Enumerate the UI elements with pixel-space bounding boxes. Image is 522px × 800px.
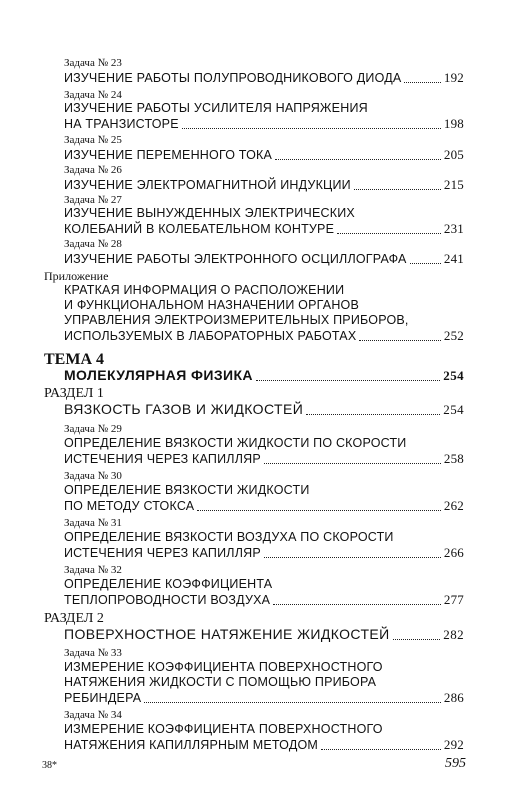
toc-entry[interactable] xyxy=(64,177,464,193)
page-number: 198 xyxy=(443,116,464,131)
dot-leader xyxy=(197,510,441,511)
page-footer-number: 595 xyxy=(445,756,466,771)
page-number: 205 xyxy=(443,147,464,162)
dot-leader xyxy=(182,128,441,129)
entry-label: Задача № 27 xyxy=(64,194,122,206)
page-number: 254 xyxy=(443,402,464,417)
entry-title: ИСПОЛЬЗУЕМЫХ В ЛАБОРАТОРНЫХ РАБОТАХ xyxy=(64,329,357,343)
theme-heading: ТЕМА 4 xyxy=(44,351,104,368)
entry-label: Задача № 26 xyxy=(64,164,122,176)
page-number: 231 xyxy=(443,221,464,236)
entry-label: Задача № 23 xyxy=(64,57,122,69)
toc-entry[interactable] xyxy=(64,592,464,608)
entry-title: КОЛЕБАНИЙ В КОЛЕБАТЕЛЬНОМ КОНТУРЕ xyxy=(64,222,335,236)
entry-title: ИЗУЧЕНИЕ РАБОТЫ ПОЛУПРОВОДНИКОВОГО ДИОДА xyxy=(64,71,402,85)
page-number: 292 xyxy=(443,737,464,752)
entry-title: НАТЯЖЕНИЯ ЖИДКОСТИ С ПОМОЩЬЮ ПРИБОРА xyxy=(64,675,377,689)
appendix-label: Приложение xyxy=(44,269,109,283)
page-number: 254 xyxy=(443,368,464,383)
page-number: 262 xyxy=(443,498,464,513)
page-number: 215 xyxy=(443,177,464,192)
page-number: 266 xyxy=(443,545,464,560)
toc-entry[interactable] xyxy=(64,221,464,237)
page-number: 277 xyxy=(443,592,464,607)
entry-title: ТЕПЛОПРОВОДНОСТИ ВОЗДУХА xyxy=(64,593,271,607)
entry-title: ИЗМЕРЕНИЕ КОЭФФИЦИЕНТА ПОВЕРХНОСТНОГО xyxy=(64,722,383,736)
entry-title: НАТЯЖЕНИЯ КАПИЛЛЯРНЫМ МЕТОДОМ xyxy=(64,738,319,752)
entry-label: Задача № 32 xyxy=(64,564,122,576)
entry-title: И ФУНКЦИОНАЛЬНОМ НАЗНАЧЕНИИ ОРГАНОВ xyxy=(64,298,360,312)
dot-leader xyxy=(337,233,441,234)
toc-entry[interactable] xyxy=(64,451,464,467)
entry-title: УПРАВЛЕНИЯ ЭЛЕКТРОИЗМЕРИТЕЛЬНЫХ ПРИБОРОВ, xyxy=(64,313,409,327)
entry-title: МОЛЕКУЛЯРНАЯ ФИЗИКА xyxy=(64,367,253,383)
entry-title: РЕБИНДЕРА xyxy=(64,691,142,705)
dot-leader xyxy=(273,604,441,605)
toc-entry[interactable] xyxy=(64,545,464,561)
toc-entry[interactable] xyxy=(64,690,464,706)
entry-title: ИСТЕЧЕНИЯ ЧЕРЕЗ КАПИЛЛЯР xyxy=(64,546,261,560)
toc-entry[interactable] xyxy=(64,401,464,418)
dot-leader xyxy=(264,463,441,464)
entry-label: Задача № 30 xyxy=(64,470,122,482)
dot-leader xyxy=(354,189,441,190)
page-number: 192 xyxy=(443,70,464,85)
dot-leader xyxy=(144,702,441,703)
entry-title: ИСТЕЧЕНИЯ ЧЕРЕЗ КАПИЛЛЯР xyxy=(64,452,261,466)
entry-label: Задача № 25 xyxy=(64,134,122,146)
entry-title: ИЗМЕРЕНИЕ КОЭФФИЦИЕНТА ПОВЕРХНОСТНОГО xyxy=(64,660,383,674)
entry-title: ИЗУЧЕНИЕ РАБОТЫ УСИЛИТЕЛЯ НАПРЯЖЕНИЯ xyxy=(64,101,368,115)
dot-leader xyxy=(393,639,441,640)
entry-title: ОПРЕДЕЛЕНИЕ ВЯЗКОСТИ ВОЗДУХА ПО СКОРОСТИ xyxy=(64,530,394,544)
entry-title: ПО МЕТОДУ СТОКСА xyxy=(64,499,195,513)
toc-entry[interactable] xyxy=(64,328,464,344)
dot-leader xyxy=(264,557,441,558)
dot-leader xyxy=(359,340,441,341)
entry-label: Задача № 28 xyxy=(64,238,122,250)
entry-title: ИЗУЧЕНИЕ ПЕРЕМЕННОГО ТОКА xyxy=(64,148,273,162)
page-number: 286 xyxy=(443,690,464,705)
toc-entry[interactable] xyxy=(64,147,464,163)
toc-entry[interactable] xyxy=(64,367,464,384)
entry-title: ВЯЗКОСТЬ ГАЗОВ И ЖИДКОСТЕЙ xyxy=(64,401,304,417)
page-number: 241 xyxy=(443,251,464,266)
entry-title: ИЗУЧЕНИЕ ЭЛЕКТРОМАГНИТНОЙ ИНДУКЦИИ xyxy=(64,178,351,192)
entry-title: ИЗУЧЕНИЕ ВЫНУЖДЕННЫХ ЭЛЕКТРИЧЕСКИХ xyxy=(64,206,355,220)
entry-label: Задача № 24 xyxy=(64,89,122,101)
entry-title: ИЗУЧЕНИЕ РАБОТЫ ЭЛЕКТРОННОГО ОСЦИЛЛОГРАФА xyxy=(64,252,407,266)
entry-title: ОПРЕДЕЛЕНИЕ КОЭФФИЦИЕНТА xyxy=(64,577,273,591)
dot-leader xyxy=(256,380,440,381)
toc-entry[interactable] xyxy=(64,251,464,267)
entry-title: КРАТКАЯ ИНФОРМАЦИЯ О РАСПОЛОЖЕНИИ xyxy=(64,283,345,297)
dot-leader xyxy=(410,263,441,264)
entry-title: ОПРЕДЕЛЕНИЕ ВЯЗКОСТИ ЖИДКОСТИ ПО СКОРОСТИ xyxy=(64,436,407,450)
entry-label: Задача № 34 xyxy=(64,709,122,721)
entry-label: Задача № 33 xyxy=(64,647,122,659)
page-number: 258 xyxy=(443,451,464,466)
entry-title: ПОВЕРХНОСТНОЕ НАТЯЖЕНИЕ ЖИДКОСТЕЙ xyxy=(64,626,390,642)
section-heading: РАЗДЕЛ 1 xyxy=(44,386,104,401)
toc-entry[interactable] xyxy=(64,626,464,643)
entry-label: Задача № 29 xyxy=(64,423,122,435)
dot-leader xyxy=(321,749,441,750)
page-number: 252 xyxy=(443,328,464,343)
dot-leader xyxy=(275,159,441,160)
page-number: 282 xyxy=(443,627,464,642)
entry-title: НА ТРАНЗИСТОРЕ xyxy=(64,117,179,131)
toc-entry[interactable] xyxy=(64,70,464,86)
entry-label: Задача № 31 xyxy=(64,517,122,529)
entry-title: ОПРЕДЕЛЕНИЕ ВЯЗКОСТИ ЖИДКОСТИ xyxy=(64,483,310,497)
toc-entry[interactable] xyxy=(64,498,464,514)
toc-entry[interactable] xyxy=(64,737,464,753)
section-heading: РАЗДЕЛ 2 xyxy=(44,611,104,626)
dot-leader xyxy=(404,82,440,83)
printer-signature: 38* xyxy=(42,760,57,771)
toc-entry[interactable] xyxy=(64,116,464,132)
dot-leader xyxy=(306,414,440,415)
